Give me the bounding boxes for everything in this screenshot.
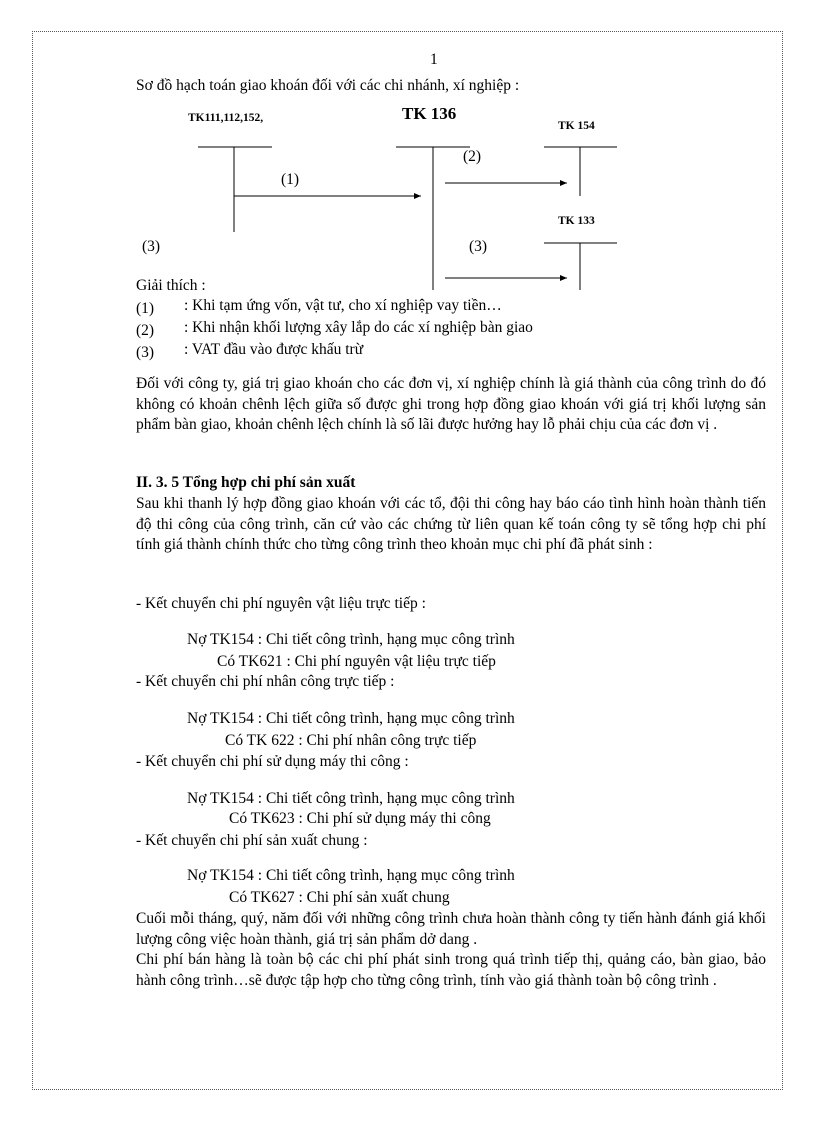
section-heading: II. 3. 5 Tổng hợp chi phí sản xuất bbox=[136, 474, 356, 491]
arrow-3-right-label: (3) bbox=[469, 238, 488, 255]
page-number: 1 bbox=[430, 51, 438, 68]
paragraph-tong-hop: Sau khi thanh lý hợp đồng giao khoán với các tổ, đội thi công hay báo cáo tình hình hoàn thành tiến độ thi công của công trình, căn cứ vào các chứng từ liên quan kế toán công ty sẽ tổng hợp chi phí tính giá thành chính thức cho từng công trình theo khoản mục chi phí đã phát sinh : bbox=[136, 495, 766, 554]
arrow-2-label: (2) bbox=[463, 148, 482, 165]
entry-credit: Có TK 622 : Chi phí nhân công trực tiếp bbox=[225, 732, 477, 749]
paragraph-chi-phi-ban-hang: Chi phí bán hàng là toàn bộ các chi phí phát sinh trong quá trình tiếp thị, quảng cáo, bàn giao, bảo hành công trình…sẽ được tập hợp cho từng công trình, tính vào giá thành toàn bộ công trình . bbox=[136, 951, 766, 989]
legend-item-num: (1) bbox=[136, 300, 155, 317]
arrow-1-label: (1) bbox=[281, 171, 300, 188]
entry-title: - Kết chuyển chi phí nhân công trực tiếp : bbox=[136, 673, 395, 690]
entry-title: - Kết chuyển chi phí sử dụng máy thi công : bbox=[136, 753, 409, 770]
legend-item-num: (2) bbox=[136, 322, 155, 339]
tk-source-label: TK111,112,152, bbox=[188, 112, 264, 124]
tk-136-label: TK 136 bbox=[402, 104, 457, 123]
tk-154-label: TK 154 bbox=[558, 120, 595, 132]
diagram-intro: Sơ đồ hạch toán giao khoán đối với các chi nhánh, xí nghiệp : bbox=[136, 77, 520, 94]
entry-credit: Có TK627 : Chi phí sản xuất chung bbox=[229, 889, 450, 906]
paragraph-cuoi-ky: Cuối mỗi tháng, quý, năm đối với những công trình chưa hoàn thành công ty tiến hành đánh giá khối lượng công việc hoàn thành, giá trị sản phẩm dở dang . bbox=[136, 910, 766, 948]
entry-debit: Nợ TK154 : Chi tiết công trình, hạng mục công trình bbox=[187, 631, 515, 648]
legend-item-num: (3) bbox=[136, 344, 155, 361]
entry-debit: Nợ TK154 : Chi tiết công trình, hạng mục công trình bbox=[187, 867, 515, 884]
entry-title: - Kết chuyển chi phí nguyên vật liệu trực tiếp : bbox=[136, 595, 426, 612]
entry-debit: Nợ TK154 : Chi tiết công trình, hạng mục công trình bbox=[187, 710, 515, 727]
legend-item-text: : VAT đầu vào được khấu trừ bbox=[184, 341, 364, 358]
legend-item-text: : Khi tạm ứng vốn, vật tư, cho xí nghiệp vay tiền… bbox=[184, 297, 502, 314]
legend-heading: Giải thích : bbox=[136, 277, 206, 294]
entry-debit: Nợ TK154 : Chi tiết công trình, hạng mục công trình bbox=[187, 790, 515, 807]
entry-credit: Có TK621 : Chi phí nguyên vật liệu trực tiếp bbox=[217, 653, 496, 670]
legend-item-text: : Khi nhận khối lượng xây lắp do các xí nghiệp bàn giao bbox=[184, 319, 533, 336]
tk-133-label: TK 133 bbox=[558, 215, 595, 227]
entry-title: - Kết chuyển chi phí sản xuất chung : bbox=[136, 832, 368, 849]
paragraph-giao-khoan: Đối với công ty, giá trị giao khoán cho các đơn vị, xí nghiệp chính là giá thành của công trình do đó không có khoản chênh lệch giữa số được ghi trong hợp đồng giao khoán với giá trị khối lượng sản phẩm bàn giao, khoản chênh lệch chính là số lãi được hưởng hay lỗ phải chịu của các đơn vị . bbox=[136, 375, 766, 434]
entry-credit: Có TK623 : Chi phí sử dụng máy thi công bbox=[229, 810, 491, 827]
arrow-3-left-label: (3) bbox=[142, 238, 161, 255]
